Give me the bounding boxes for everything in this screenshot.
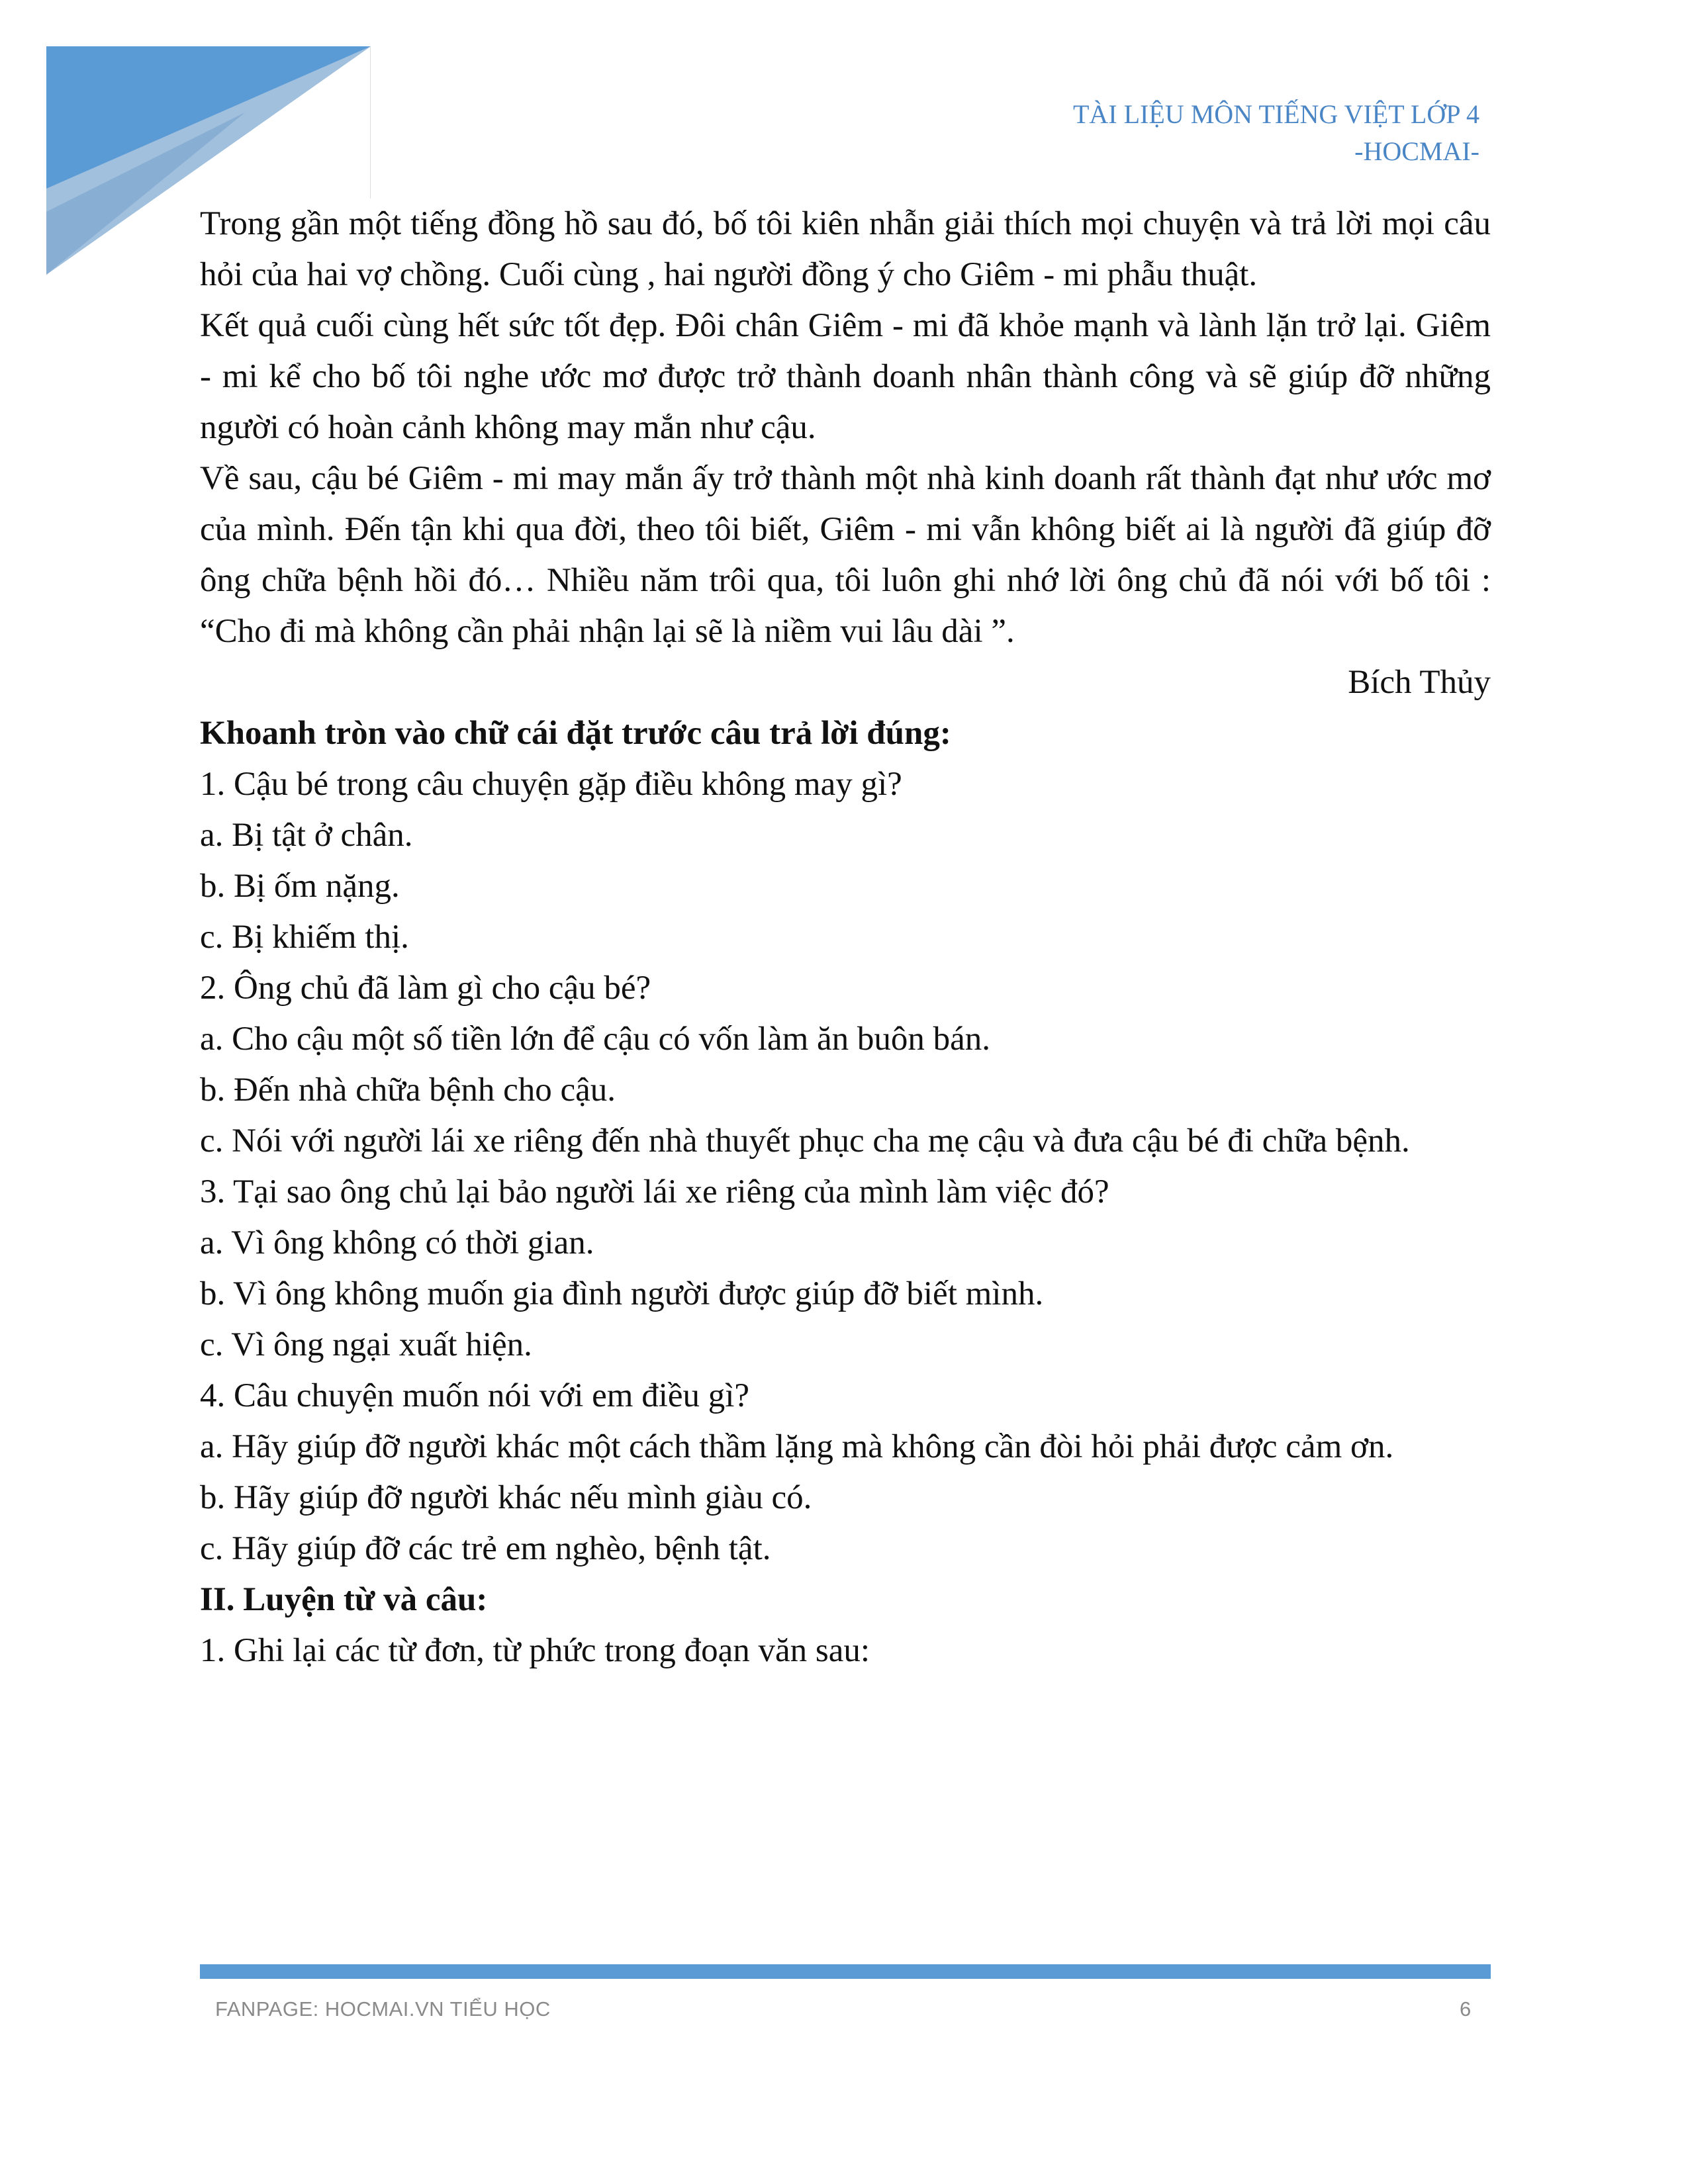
answer-option: a. Vì ông không có thời gian. [200, 1224, 594, 1261]
footer-divider [200, 1964, 1491, 1979]
page-number: 6 [1460, 1997, 1472, 2021]
header-brand: -HOCMAI- [1354, 136, 1479, 166]
answer-option: b. Hãy giúp đỡ người khác nếu mình giàu có. [200, 1479, 812, 1516]
section-title: II. Luyện từ và câu: [200, 1581, 488, 1618]
footer-fanpage: FANPAGE: HOCMAI.VN TIỂU HỌC [215, 1997, 551, 2021]
page-content [200, 199, 1491, 1676]
question: 3. Tại sao ông chủ lại bảo người lái xe riêng của mình làm việc đó? [200, 1173, 1109, 1210]
answer-option: a. Cho cậu một số tiền lớn để cậu có vốn làm ăn buôn bán. [200, 1021, 991, 1058]
story-paragraph: Trong gần một tiếng đồng hồ sau đó, bố tôi kiên nhẫn giải thích mọi chuyện và trả lời mọi câu hỏi của hai vợ chồng. Cuối cùng , hai người đồng ý cho Giêm - mi phẫu thuật. [200, 205, 1491, 293]
section-item: 1. Ghi lại các từ đơn, từ phức trong đoạn văn sau: [200, 1632, 870, 1669]
question: 4. Câu chuyện muốn nói với em điều gì? [200, 1377, 750, 1414]
document-header [1073, 96, 1479, 170]
header-title: TÀI LIỆU MÔN TIẾNG VIỆT LỚP 4 [1072, 99, 1479, 129]
question: 2. Ông chủ đã làm gì cho cậu bé? [200, 970, 651, 1007]
answer-option: a. Bị tật ở chân. [200, 817, 413, 854]
answer-option: c. Vì ông ngại xuất hiện. [200, 1326, 532, 1363]
answer-option: c. Nói với người lái xe riêng đến nhà thuyết phục cha mẹ cậu và đưa cậu bé đi chữa bệnh. [200, 1122, 1410, 1160]
exercise-instruction: Khoanh tròn vào chữ cái đặt trước câu trả lời đúng: [200, 715, 951, 752]
story-paragraph: Kết quả cuối cùng hết sức tốt đẹp. Đôi chân Giêm - mi đã khỏe mạnh và lành lặn trở lại. Giêm - mi kể cho bố tôi nghe ước mơ được trở thành doanh nhân thành công và sẽ giúp đỡ những người có hoàn cảnh không may mắn như cậu. [200, 307, 1491, 446]
answer-option: c. Bị khiếm thị. [200, 919, 409, 956]
story-paragraph: Về sau, cậu bé Giêm - mi may mắn ấy trở thành một nhà kinh doanh rất thành đạt như ước mơ của mình. Đến tận khi qua đời, theo tôi biết, Giêm - mi vẫn không biết ai là người đã giúp đỡ ông chữa bệnh hồi đó… Nhiều năm trôi qua, tôi luôn ghi nhớ lời ông chủ đã nói với bố tôi : “Cho đi mà không cần phải nhận lại sẽ là niềm vui lâu dài ”. [200, 460, 1491, 650]
answer-option: a. Hãy giúp đỡ người khác một cách thầm lặng mà không cần đòi hỏi phải được cảm ơn. [200, 1428, 1394, 1465]
story-author: Bích Thủy [1348, 664, 1491, 701]
answer-option: b. Đến nhà chữa bệnh cho cậu. [200, 1071, 616, 1109]
answer-option: b. Vì ông không muốn gia đình người được giúp đỡ biết mình. [200, 1275, 1044, 1312]
answer-option: c. Hãy giúp đỡ các trẻ em nghèo, bệnh tật. [200, 1530, 771, 1567]
question: 1. Cậu bé trong câu chuyện gặp điều không may gì? [200, 766, 902, 803]
answer-option: b. Bị ốm nặng. [200, 868, 400, 905]
